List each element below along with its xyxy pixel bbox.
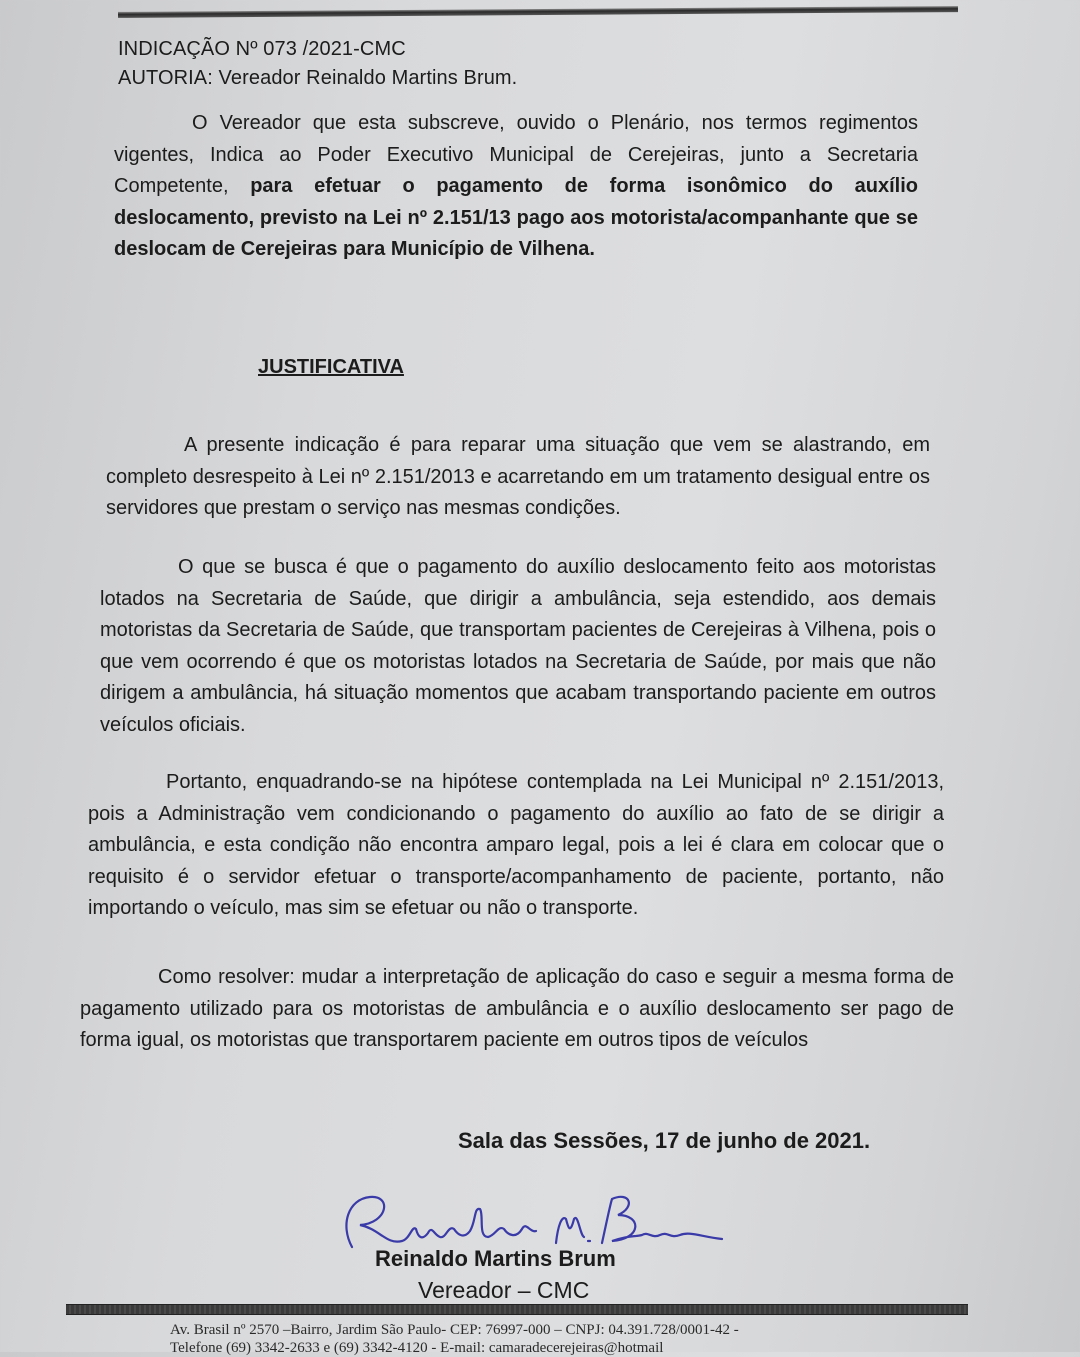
footer-address: Av. Brasil nº 2570 –Bairro, Jardim São Paulo- CEP: 76997-000 – CNPJ: 04.391.728/0001-42 - bbox=[170, 1322, 739, 1338]
justification-paragraph-4: Como resolver: mudar a interpretação de aplicação do caso e seguir a mesma forma de pagamento utilizado para os motoristas de ambulância e o auxílio deslocamento ser pago de forma igual, os motoristas que transportarem paciente em outros tipos de veículos bbox=[80, 966, 954, 1051]
justification-title: JUSTIFICATIVA bbox=[258, 356, 404, 378]
place-and-date: Sala das Sessões, 17 de junho de 2021. bbox=[458, 1128, 871, 1153]
justification-paragraph-2: O que se busca é que o pagamento do auxílio deslocamento feito aos motoristas lotados na Secretaria de Saúde, que dirigir a ambulância, seja estendido, aos demais motoristas da Secretaria de Saúde, que transportam pacientes de Cerejeiras à Vilhena, pois o que vem ocorrendo é que os motoristas lotados na Secretaria de Saúde, por mais que não dirigem a ambulância, há situação momentos que acabam transportando paciente em outros veículos oficiais. bbox=[100, 556, 936, 736]
justification-paragraph-3: Portanto, enquadrando-se na hipótese contemplada na Lei Municipal nº 2.151/2013, pois a Administração vem condicionando o pagamento do auxílio ao fato de se dirigir a ambulância, e esta condição não encontra amparo legal, pois a lei é clara em colocar que o requisito é o servidor efetuar o transporte/acompanhamento de paciente, portanto, não importando o veículo, mas sim se efetuar ou não o transporte. bbox=[88, 771, 944, 919]
intro-paragraph bbox=[114, 108, 918, 266]
signer-name: Reinaldo Martins Brum bbox=[375, 1246, 616, 1271]
intro-text-bold: para efetuar o pagamento de forma isonômico do auxílio deslocamento, previsto na Lei nº 2.151/13 pago aos motorista/acompanhante que se deslocam de Cerejeiras para Município de Vilhena. bbox=[114, 175, 919, 260]
intro-text: O Vereador que esta subscreve, ouvido o Plenário, nos termos regimentos vigentes, Indica ao Poder Executivo Municipal de Cerejeiras, junto a Secretaria Competente, bbox=[114, 112, 918, 197]
footer-rule bbox=[66, 1304, 968, 1315]
signer-role: Vereador – CMC bbox=[418, 1277, 590, 1303]
footer-contact: Telefone (69) 3342-2633 e (69) 3342-4120 - E-mail: camaradecerejeiras@hotmail bbox=[170, 1340, 664, 1356]
indication-number: INDICAÇÃO Nº 073 /2021-CMC bbox=[118, 38, 406, 60]
header-rule bbox=[118, 6, 958, 18]
authorship: AUTORIA: Vereador Reinaldo Martins Brum. bbox=[118, 67, 518, 89]
justification-paragraph-1: A presente indicação é para reparar uma situação que vem se alastrando, em completo desrespeito à Lei nº 2.151/2013 e acarretando em um tratamento desigual entre os servidores que prestam o serviço nas mesmas condições. bbox=[106, 434, 930, 519]
